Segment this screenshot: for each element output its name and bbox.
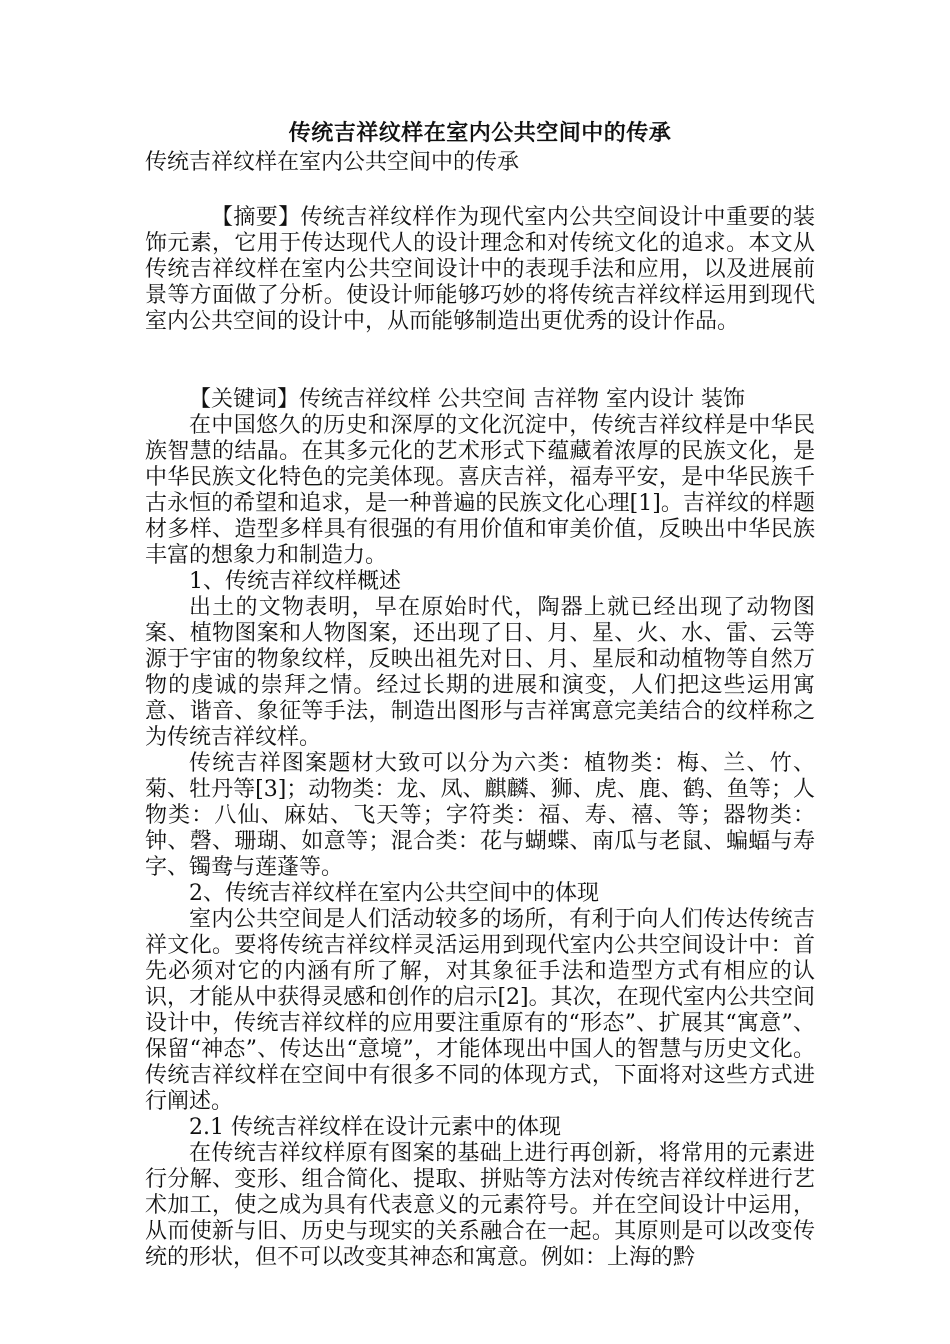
- body-text: [145, 413, 815, 1271]
- body-paragraph: 室内公共空间是人们活动较多的场所，有利于向人们传达传统吉祥文化。要将传统吉祥纹样灵活运用到现代室内公共空间设计中：首先必须对它的内涵有所了解，对其象征手法和造型方式有相应的认识，才能从中获得灵感和创作的启示[2]。其次，在现代室内公共空间设计中，传统吉祥纹样的应用要注重原有的“形态”、扩展其“寓意”、保留“神态”、传达出“意境”，才能体现出中国人的智慧与历史文化。传统吉祥纹样在空间中有很多不同的体现方式，下面将对这些方式进行阐述。: [145, 907, 815, 1114]
- document-title: 传统吉祥纹样在室内公共空间中的传承: [288, 120, 672, 146]
- section-heading: 2、传统吉祥纹样在室内公共空间中的体现: [189, 881, 599, 906]
- document-subtitle: 传统吉祥纹样在室内公共空间中的传承: [145, 150, 520, 175]
- body-paragraph: 在传统吉祥纹样原有图案的基础上进行再创新，将常用的元素进行分解、变形、组合简化、提取、拼贴等方法对传统吉祥纹样进行艺术加工，使之成为具有代表意义的元素符号。并在空间设计中运用，从而使新与旧、历史与现实的关系融合在一起。其原则是可以改变传统的形状，但不可以改变其神态和寓意。例如：上海的黔: [145, 1141, 815, 1270]
- body-paragraph: 出土的文物表明，早在原始时代，陶器上就已经出现了动物图案、植物图案和人物图案，还出现了日、月、星、火、水、雷、云等源于宇宙的物象纹样，反映出祖先对日、月、星辰和动植物等自然万物的虔诚的崇拜之情。经过长期的进展和演变，人们把这些运用寓意、谐音、象征等手法，制造出图形与吉祥寓意完美结合的纹样称之为传统吉祥纹样。: [145, 595, 815, 750]
- document-page: [145, 118, 815, 1271]
- section-heading: 1、传统吉祥纹样概述: [189, 569, 401, 594]
- body-paragraph: 传统吉祥图案题材大致可以分为六类：植物类：梅、兰、竹、菊、牡丹等[3]；动物类：龙、凤、麒麟、狮、虎、鹿、鹤、鱼等；人物类：八仙、麻姑、飞天等；字符类：福、寿、禧、等；器物类：钟、磬、珊瑚、如意等；混合类：花与蝴蝶、南瓜与老鼠、蝙蝠与寿字、镯鸯与莲蓬等。: [145, 751, 815, 880]
- keywords-line: 【关键词】传统吉祥纹样 公共空间 吉祥物 室内设计 装饰: [189, 387, 745, 412]
- abstract-paragraph: 【摘要】传统吉祥纹样作为现代室内公共空间设计中重要的装饰元素，它用于传达现代人的设计理念和对传统文化的追求。本文从传统吉祥纹样在室内公共空间设计中的表现手法和应用，以及进展前景等方面做了分析。使设计师能够巧妙的将传统吉祥纹样运用到现代室内公共空间的设计中，从而能够制造出更优秀的设计作品。: [145, 205, 815, 334]
- body-paragraph: 在中国悠久的历史和深厚的文化沉淀中，传统吉祥纹样是中华民族智慧的结晶。在其多元化的艺术形式下蕴藏着浓厚的民族文化，是中华民族文化特色的完美体现。喜庆吉祥，福寿平安，是中华民族千古永恒的希望和追求，是一种普遍的民族文化心理[1]。吉祥纹的样题材多样、造型多样具有很强的有用价值和审美价值，反映出中华民族丰富的想象力和制造力。: [145, 413, 815, 568]
- section-heading: 2.1 传统吉祥纹样在设计元素中的体现: [189, 1115, 561, 1140]
